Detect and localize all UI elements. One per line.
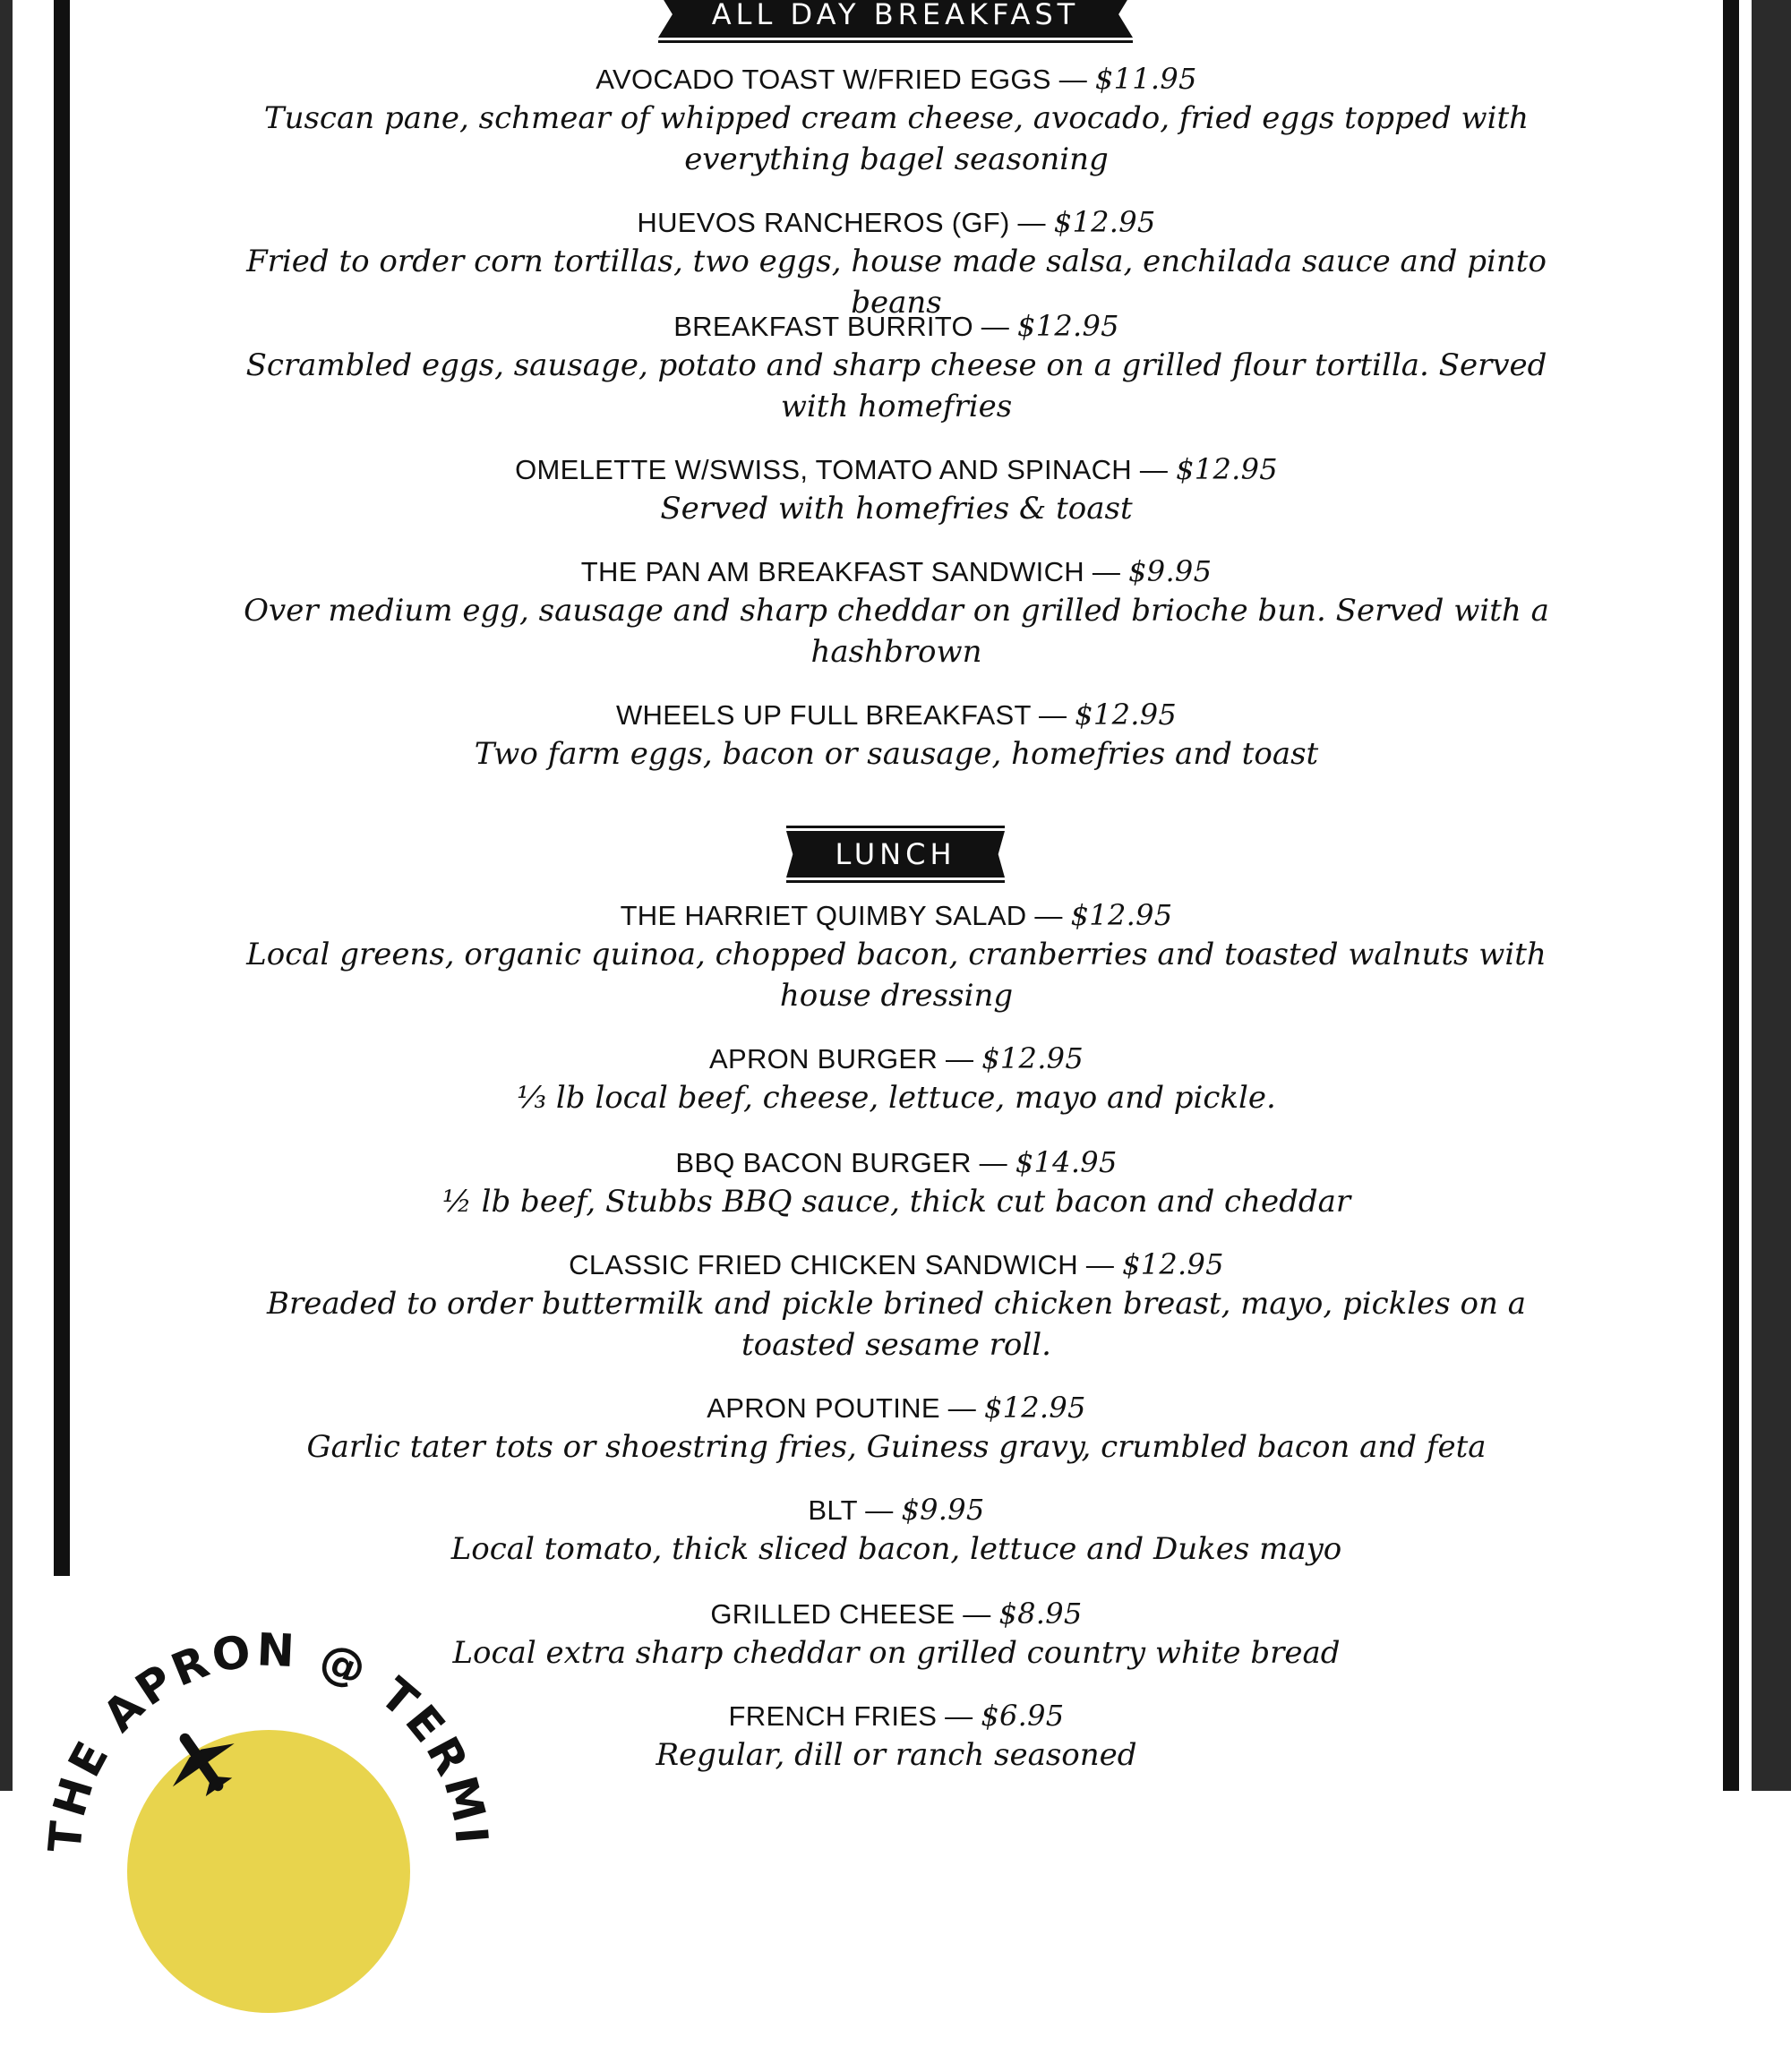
menu-item-description: Scrambled eggs, sausage, potato and sharp cheese on a grilled flour tortilla. Served with homefries <box>245 347 1547 424</box>
separator: — <box>938 1043 982 1075</box>
menu-item-name: CLASSIC FRIED CHICKEN SANDWICH <box>569 1249 1078 1280</box>
menu-item <box>70 451 1723 529</box>
menu-item-price: $14.95 <box>1015 1145 1118 1179</box>
menu-item <box>70 897 1723 1016</box>
menu-item-name: AVOCADO TOAST W/FRIED EGGS <box>596 64 1051 95</box>
section-banner-breakfast <box>658 0 1133 38</box>
menu-item-description: Local tomato, thick sliced bacon, lettuce and Dukes mayo <box>450 1531 1342 1567</box>
section-title: LUNCH <box>835 837 956 871</box>
menu-item-description: Over medium egg, sausage and sharp cheddar on grilled brioche bun. Served with a hashbrown <box>244 593 1549 670</box>
menu-item-description: Two farm eggs, bacon or sausage, homefries and toast <box>474 736 1319 772</box>
menu-item-description: Garlic tater tots or shoestring fries, Guiness gravy, crumbled bacon and feta <box>306 1429 1487 1465</box>
menu-item-description: Tuscan pane, schmear of whipped cream cheese, avocado, fried eggs topped with everything bagel seasoning <box>263 100 1530 177</box>
separator: — <box>1084 556 1129 587</box>
menu-item-description: ⅓ lb local beef, cheese, lettuce, mayo and pickle. <box>517 1080 1276 1116</box>
menu-item-price: $12.95 <box>1075 698 1178 732</box>
menu-item-description: Breaded to order buttermilk and pickle brined chicken breast, mayo, pickles on a toasted sesame roll. <box>267 1286 1526 1363</box>
banner-rule <box>786 826 1005 828</box>
menu-item-price: $12.95 <box>1017 309 1119 343</box>
separator: — <box>973 311 1018 342</box>
menu-item-name: BBQ BACON BURGER <box>675 1147 972 1178</box>
menu-item-name: BREAKFAST BURRITO <box>673 311 973 342</box>
separator: — <box>1026 900 1071 931</box>
menu-item-title <box>70 61 1723 98</box>
separator: — <box>857 1494 902 1526</box>
menu-item-description: Local extra sharp cheddar on grilled country white bread <box>452 1635 1341 1671</box>
menu-item-title <box>70 1492 1723 1528</box>
menu-item-title <box>70 553 1723 590</box>
separator: — <box>1050 64 1095 95</box>
left-edge-bar <box>0 0 13 1791</box>
section-title: ALL DAY BREAKFAST <box>711 0 1080 31</box>
menu-item-price: $6.95 <box>981 1699 1065 1733</box>
menu-item-price: $11.95 <box>1094 62 1197 96</box>
menu-item-title <box>70 697 1723 733</box>
logo-text: THE APRON @ TERMI <box>39 1623 499 1855</box>
menu-item <box>70 553 1723 672</box>
menu-item-title <box>70 204 1723 241</box>
menu-item-name: FRENCH FRIES <box>728 1700 938 1732</box>
menu-item-price: $8.95 <box>998 1597 1083 1631</box>
menu-item <box>70 204 1723 323</box>
menu-item-description: Regular, dill or ranch seasoned <box>656 1737 1137 1773</box>
menu-item-price: $12.95 <box>981 1041 1084 1075</box>
logo-circle <box>127 1730 410 2013</box>
menu-item-title <box>70 897 1723 934</box>
menu-item-price: $12.95 <box>1122 1247 1224 1281</box>
menu-item-name: OMELETTE W/SWISS, TOMATO AND SPINACH <box>515 454 1132 485</box>
menu-item-name: THE HARRIET QUIMBY SALAD <box>620 900 1027 931</box>
menu-border-right <box>1723 0 1739 1791</box>
menu-item-title <box>70 451 1723 488</box>
menu-item-name: WHEELS UP FULL BREAKFAST <box>615 699 1032 731</box>
menu-item <box>70 1040 1723 1118</box>
separator: — <box>971 1147 1015 1178</box>
menu-item-price: $12.95 <box>1176 452 1278 486</box>
menu-item-title <box>70 308 1723 345</box>
menu-item <box>70 697 1723 775</box>
menu-item <box>70 308 1723 427</box>
menu-item-name: BLT <box>808 1494 858 1526</box>
menu-item-title <box>70 1040 1723 1077</box>
menu-item-title <box>70 1246 1723 1283</box>
menu-item-description: Fried to order corn tortillas, two eggs, house made salsa, enchilada sauce and pinto beans <box>246 244 1547 321</box>
menu-item-price: $12.95 <box>1053 205 1156 239</box>
right-edge-bar <box>1752 0 1791 1791</box>
menu-item-price: $12.95 <box>1070 898 1173 932</box>
separator: — <box>955 1598 999 1630</box>
menu-item-description: Served with homefries & toast <box>660 491 1133 527</box>
menu-item-name: HUEVOS RANCHEROS (GF) <box>637 207 1010 238</box>
menu-border-left <box>54 0 70 1576</box>
menu-item-name: APRON POUTINE <box>707 1392 940 1424</box>
logo-graphic <box>36 1603 501 2068</box>
section-banner-lunch <box>786 831 1005 878</box>
menu-item-description: Local greens, organic quinoa, chopped bacon, cranberries and toasted walnuts with house dressing <box>246 937 1547 1014</box>
restaurant-logo <box>36 1603 501 1855</box>
menu-item-name: THE PAN AM BREAKFAST SANDWICH <box>580 556 1084 587</box>
menu-item-name: APRON BURGER <box>708 1043 938 1075</box>
menu-item-title <box>70 1144 1723 1181</box>
menu-item-name: GRILLED CHEESE <box>710 1598 955 1630</box>
separator: — <box>1031 699 1075 731</box>
separator: — <box>937 1700 981 1732</box>
separator: — <box>1131 454 1177 485</box>
menu-item <box>70 61 1723 180</box>
separator: — <box>939 1392 984 1424</box>
menu-item <box>70 1144 1723 1222</box>
menu-item-price: $9.95 <box>901 1493 985 1527</box>
banner-rule <box>786 880 1005 883</box>
menu-item <box>70 1390 1723 1468</box>
separator: — <box>1009 207 1054 238</box>
menu-item-price: $12.95 <box>983 1391 1086 1425</box>
menu-item-price: $9.95 <box>1128 554 1213 588</box>
menu-item-description: ½ lb beef, Stubbs BBQ sauce, thick cut bacon and cheddar <box>441 1184 1351 1220</box>
banner-rule <box>658 40 1133 43</box>
menu-item-title <box>70 1390 1723 1426</box>
separator: — <box>1077 1249 1123 1280</box>
menu-item <box>70 1492 1723 1570</box>
menu-item <box>70 1246 1723 1366</box>
